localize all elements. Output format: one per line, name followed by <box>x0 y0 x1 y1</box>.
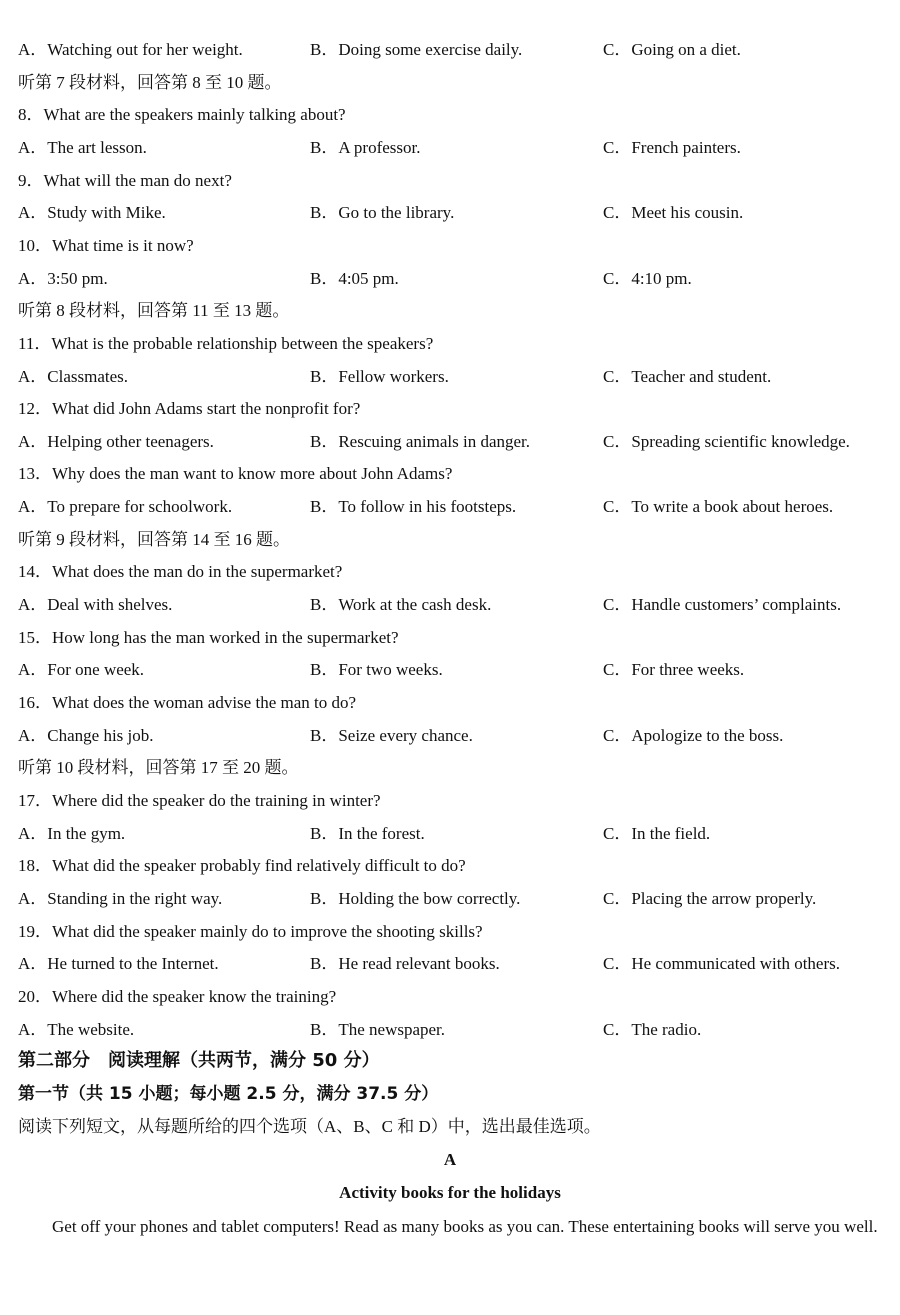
option-row <box>18 264 882 294</box>
question-text: 19．What did the speaker mainly do to improve the shooting skills? <box>18 921 483 941</box>
option-row <box>18 655 882 685</box>
question-text: 16．What does the woman advise the man to do? <box>18 693 357 712</box>
option-row <box>18 721 882 751</box>
option-b: B．Work at the cash desk. <box>310 595 492 615</box>
option-row <box>18 133 882 163</box>
option-a: A．He turned to the Internet. <box>18 954 219 974</box>
passage-paragraph: Get off your phones and tablet computers! Read as many books as you can. These entertaining books will serve you well. <box>52 1217 878 1236</box>
instructions: 阅读下列短文，从每题所给的四个选项（A、B、C 和 D）中，选出最佳选项。 <box>18 1117 601 1136</box>
option-b: B．Seize every chance. <box>310 725 473 745</box>
question-text: 12．What did John Adams start the nonprofit for? <box>18 399 361 419</box>
option-row <box>18 198 882 228</box>
option-b: B．Rescuing animals in danger. <box>310 431 531 451</box>
option-b: B．In the forest. <box>310 823 425 843</box>
passage-label: A <box>443 1150 457 1169</box>
option-a: A．Deal with shelves. <box>18 595 173 615</box>
option-b: B．The newspaper. <box>310 1019 446 1039</box>
option-row <box>18 949 882 979</box>
option-a: A．Helping other teenagers. <box>18 431 214 451</box>
option-row <box>18 35 882 65</box>
question-text: 听第 9 段材料，回答第 14 至 16 题。 <box>18 529 290 549</box>
option-b: B．For two weeks. <box>310 660 443 680</box>
option-c: C．Handle customers’ complaints. <box>603 595 842 615</box>
option-c: C．He communicated with others. <box>603 954 841 974</box>
option-b: B．He read relevant books. <box>310 954 500 974</box>
option-a: A．Change his job. <box>18 725 154 745</box>
question-text: 15．How long has the man worked in the supermarket? <box>18 627 399 647</box>
option-row <box>18 362 882 392</box>
section-one-title: 第一节（共 15 小题；每小题 2.5 分，满分 37.5 分） <box>18 1084 439 1104</box>
option-b: B．4:05 pm. <box>310 268 399 288</box>
question-text: 20．Where did the speaker know the training? <box>18 986 337 1006</box>
question-text: 听第 7 段材料，回答第 8 至 10 题。 <box>18 72 282 92</box>
part-two-title: 第二部分 阅读理解（共两节，满分 50 分） <box>18 1050 380 1071</box>
option-row <box>18 1015 882 1045</box>
option-c: C．Spreading scientific knowledge. <box>603 431 850 451</box>
option-c: C．Apologize to the boss. <box>603 725 784 745</box>
question-text: 9．What will the man do next? <box>18 170 232 190</box>
option-c: C．4:10 pm. <box>603 268 692 288</box>
option-b: B．To follow in his footsteps. <box>310 497 517 517</box>
option-b: B．Fellow workers. <box>310 366 449 386</box>
option-a: A．In the gym. <box>18 823 126 843</box>
option-c: C．For three weeks. <box>603 660 745 680</box>
option-c: C．In the field. <box>603 823 711 843</box>
question-text: 8．What are the speakers mainly talking about? <box>18 105 346 125</box>
option-b: B．A professor. <box>310 137 421 157</box>
question-text: 14．What does the man do in the supermarket? <box>18 562 343 582</box>
option-a: A．Classmates. <box>18 366 129 386</box>
option-row <box>18 492 882 522</box>
option-c: C．Going on a diet. <box>603 40 741 59</box>
option-c: C．Meet his cousin. <box>603 203 744 223</box>
option-c: C．Teacher and student. <box>603 366 772 386</box>
option-a: A．Standing in the right way. <box>18 888 223 908</box>
option-a: A．To prepare for schoolwork. <box>18 497 233 517</box>
option-b: B．Go to the library. <box>310 203 455 223</box>
option-row <box>18 884 882 914</box>
question-text: 听第 10 段材料，回答第 17 至 20 题。 <box>18 758 299 778</box>
option-a: A．3:50 pm. <box>18 268 108 288</box>
option-c: C．French painters. <box>603 137 741 157</box>
option-c: C．Placing the arrow properly. <box>603 888 817 908</box>
option-a: A．For one week. <box>18 660 145 680</box>
question-text: 13．Why does the man want to know more about John Adams? <box>18 464 453 484</box>
passage-title: Activity books for the holidays <box>339 1183 561 1202</box>
option-c: C．The radio. <box>603 1019 702 1039</box>
option-row <box>18 819 882 849</box>
option-a: A．The website. <box>18 1019 135 1039</box>
question-text: 18．What did the speaker probably find relatively difficult to do? <box>18 856 466 876</box>
option-row <box>18 590 882 620</box>
option-a: A．Watching out for her weight. <box>18 40 243 59</box>
option-a: A．The art lesson. <box>18 137 147 157</box>
option-row <box>18 427 882 457</box>
option-c: C．To write a book about heroes. <box>603 497 834 517</box>
question-text: 11．What is the probable relationship between the speakers? <box>18 333 434 353</box>
option-b: B．Holding the bow correctly. <box>310 888 521 908</box>
option-b: B．Doing some exercise daily. <box>310 40 523 59</box>
question-text: 17．Where did the speaker do the training in winter? <box>18 790 381 810</box>
question-text: 10．What time is it now? <box>18 235 194 255</box>
option-a: A．Study with Mike. <box>18 203 166 223</box>
question-text: 听第 8 段材料，回答第 11 至 13 题。 <box>18 301 290 321</box>
